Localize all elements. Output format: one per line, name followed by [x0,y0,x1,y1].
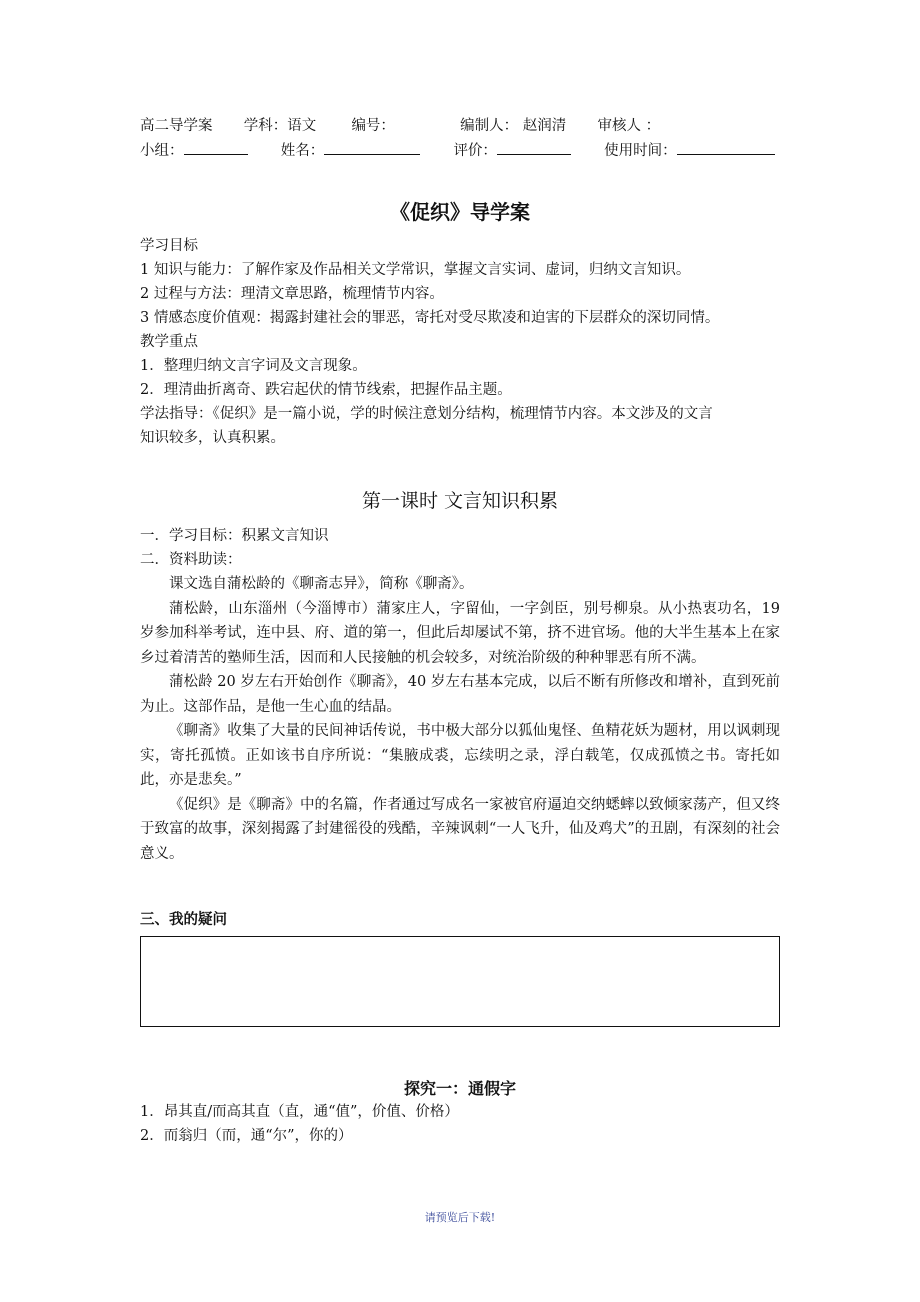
material-paragraph: 《聊斋》收集了大量的民间神话传说，书中极大部分以狐仙鬼怪、鱼精花妖为题材，用以讽刺现实，寄托孤愤。正如该书自序所说：“集腋成裘，忘续明之录，浮白载笔，仅成孤愤之书。寄托如此，亦是悲矣。” [140,723,780,788]
header-row-2 [140,139,775,160]
objective-item: 2 过程与方法：理清文章思路，梳理情节内容。 [140,286,444,302]
objective-item: 1 知识与能力：了解作家及作品相关文学常识，掌握文言实词、虚词，归纳文言知识。 [140,262,691,278]
name-label: 姓名： [280,143,325,159]
header-course: 高二导学案 [140,118,213,134]
lesson-goal: 一．学习目标：积累文言知识 [140,528,329,544]
question-box[interactable] [140,936,780,1027]
material-body [140,572,780,866]
group-label: 小组： [140,143,184,159]
objectives-heading: 学习目标 [140,238,198,254]
material-heading: 二．资料助读： [140,552,242,568]
eval-blank[interactable] [497,139,571,155]
time-label: 使用时间： [604,143,677,159]
footer-note: 请预览后下载! [424,1211,496,1224]
explore-item: 2．而翁归（而，通“尔”，你的） [140,1128,353,1144]
material-paragraph: 《促织》是《聊斋》中的名篇，作者通过写成名一家被官府逼迫交纳蟋蟀以致倾家荡产，但又终于致富的故事，深刻揭露了封建徭役的残酷，辛辣讽刺“一人飞升，仙及鸡犬”的丑剧，有深刻的社会意义。 [140,796,780,862]
eval-label: 评价： [453,143,497,159]
header-author: 编制人： 赵润清 [460,118,567,134]
explore-item: 1．昂其直/而高其直（直，通“值”，价值、价格） [140,1104,459,1120]
name-blank[interactable] [324,139,420,155]
material-paragraph: 蒲松龄，山东淄州（今淄博市）蒲家庄人，字留仙，一字剑臣，别号柳泉。从小热衷功名，19 岁参加科举考试，连中县、府、道的第一，但此后却屡试不第，挤不进官场。他的大半生基本上在家乡过着清苦的塾师生活，因而和人民接触的机会较多，对统治阶级的种种罪恶有所不满。 [140,600,780,666]
material-paragraph: 蒲松龄 20 岁左右开始创作《聊斋》，40 岁左右基本完成，以后不断有所修改和增补，直到死前为止。这部作品，是他一生心血的结晶。 [140,674,780,715]
header-reviewer: 审核人 ： [597,118,661,134]
question-heading: 三、我的疑问 [140,911,227,928]
explore-title: 探究一：通假字 [403,1079,516,1098]
doc-title: 《促织》导学案 [390,200,530,224]
keypoint-item: 1．整理归纳文言字词及文言现象。 [140,358,367,374]
keypoint-item: 2．理清曲折离奇、跌宕起伏的情节线索，把握作品主题。 [140,382,512,398]
material-paragraph: 课文选自蒲松龄的《聊斋志异》，简称《聊斋》。 [169,576,474,592]
time-blank[interactable] [677,139,775,155]
objective-item: 3 情感态度价值观：揭露封建社会的罪恶，寄托对受尽欺凌和迫害的下层群众的深切同情。 [140,310,720,326]
keypoints-heading: 教学重点 [140,334,198,350]
method-line-2: 知识较多，认真积累。 [140,430,285,446]
group-blank[interactable] [184,139,248,155]
lesson-title: 第一课时 文言知识积累 [361,490,559,512]
header-number: 编号： [351,118,395,134]
header-row-1 [140,114,660,135]
method-line-1: 学法指导：《促织》是一篇小说，学的时候注意划分结构，梳理情节内容。本文涉及的文言 [140,406,713,422]
header-subject: 学科：语文 [243,118,317,134]
